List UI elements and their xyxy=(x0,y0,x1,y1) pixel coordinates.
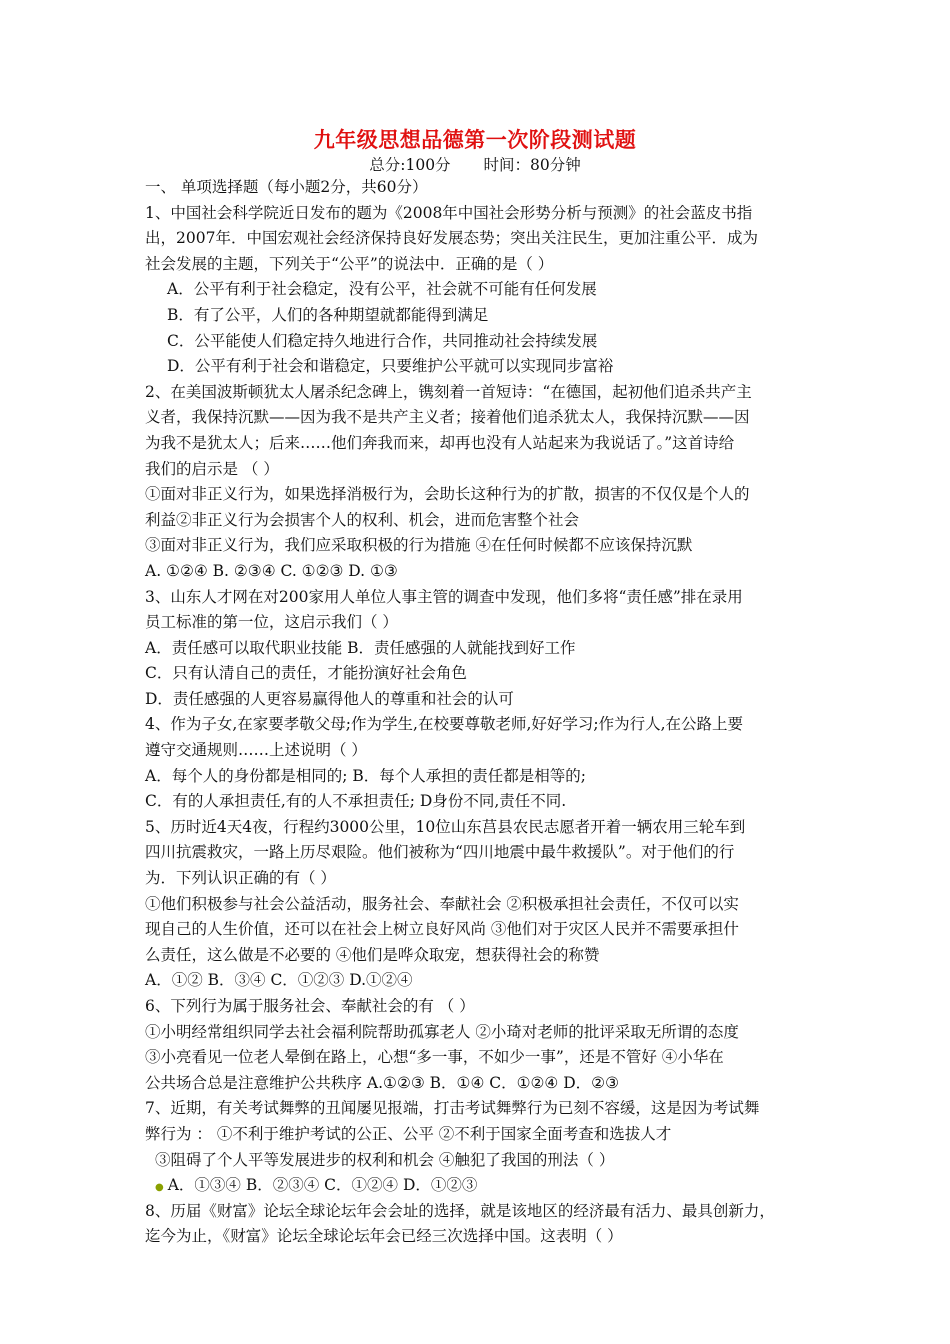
option-line: C．只有认清自己的责任，才能扮演好社会角色 xyxy=(145,664,467,683)
text-line: 2、在美国波斯顿犹太人屠杀纪念碑上，镌刻着一首短诗：“在德国，起初他们追杀共产主 xyxy=(145,382,752,401)
text-line: 公共场合总是注意维护公共秩序 A.①②③ B．①④ C．①②④ D．②③ xyxy=(145,1073,619,1092)
text-line: 出，2007年．中国宏观社会经济保持良好发展态势；突出关注民生，更加注重公平．成为 xyxy=(145,229,758,248)
exam-meta xyxy=(0,153,950,175)
option-line: C．有的人承担责任,有的人不承担责任; D身份不同,责任不同. xyxy=(145,792,567,811)
text-line: ③面对非正义行为，我们应采取积极的行为措施 ④在任何时候都不应该保持沉默 xyxy=(145,536,693,555)
text-line: 义者，我保持沉默——因为我不是共产主义者；接着他们追杀犹太人，我保持沉默——因 xyxy=(145,408,750,427)
option-line: D．责任感强的人更容易赢得他人的尊重和社会的认可 xyxy=(145,689,514,708)
text-line: 我们的启示是 （ ） xyxy=(145,459,279,478)
question-body xyxy=(145,175,820,1250)
text-line: ③阻碍了个人平等发展进步的权利和机会 ④触犯了我国的刑法（ ） xyxy=(155,1150,615,1169)
text-line: 5、历时近4天4夜，行程约3000公里，10位山东莒县农民志愿者开着一辆农用三轮车到 xyxy=(145,817,746,836)
option-text: A．①③④ B．②③④ C．①②④ D．①②③ xyxy=(167,1176,478,1195)
text-line: ①他们积极参与社会公益活动，服务社会、奉献社会 ②积极承担社会责任，不仅可以实 xyxy=(145,894,739,913)
text-line: 4、作为子女,在家要孝敬父母;作为学生,在校要尊敬老师,好好学习;作为行人,在公路上要 xyxy=(145,715,744,734)
option-line: A．每个人的身份都是相同的; B．每个人承担的责任都是相等的; xyxy=(145,766,586,785)
text-line: 7、近期，有关考试舞弊的丑闻屡见报端，打击考试舞弊行为已刻不容缓，这是因为考试舞 xyxy=(145,1099,760,1118)
total-score: 总分:100分 xyxy=(369,156,451,174)
option-line: B．有了公平，人们的各种期望就都能得到满足 xyxy=(167,305,489,324)
text-line: 为．下列认识正确的有（ ） xyxy=(145,869,336,888)
page-title: 九年级思想品德第一次阶段测试题 xyxy=(313,128,637,152)
section-heading: 一、 单项选择题（每小题2分，共60分） xyxy=(145,178,428,196)
mark-dot-icon: ● xyxy=(155,1182,164,1194)
text-line: 利益②非正义行为会损害个人的权利、机会，进而危害整个社会 xyxy=(145,510,580,529)
option-line xyxy=(145,1173,820,1199)
text-line: 员工标准的第一位，这启示我们（ ） xyxy=(145,613,398,632)
text-line: 社会发展的主题，下列关于“公平”的说法中．正确的是（ ） xyxy=(145,254,554,273)
text-line: 为我不是犹太人；后来……他们奔我而来，却再也没有人站起来为我说话了。”这首诗给 xyxy=(145,433,735,452)
option-line: C．公平能使人们稳定持久地进行合作，共同推动社会持续发展 xyxy=(167,331,598,350)
text-line: 现自己的人生价值，还可以在社会上树立良好风尚 ③他们对于灾区人民并不需要承担什 xyxy=(145,920,739,939)
option-line: A．①② B．③④ C．①②③ D.①②④ xyxy=(145,971,413,990)
option-line: A．责任感可以取代职业技能 B．责任感强的人就能找到好工作 xyxy=(145,638,576,657)
text-line: 么责任，这么做是不必要的 ④他们是哗众取宠，想获得社会的称赞 xyxy=(145,945,600,964)
text-line: 3、山东人才网在对200家用人单位人事主管的调查中发现，他们多将“责任感”排在录用 xyxy=(145,587,743,606)
option-line: A．公平有利于社会稳定，没有公平，社会就不可能有任何发展 xyxy=(167,280,597,299)
text-line: 迄今为止，《财富》论坛全球论坛年会已经三次选择中国。这表明（ ） xyxy=(145,1227,623,1246)
option-line: D．公平有利于社会和谐稳定，只要维护公平就可以实现同步富裕 xyxy=(167,357,614,376)
text-line: ①小明经常组织同学去社会福利院帮助孤寡老人 ②小琦对老师的批评采取无所谓的态度 xyxy=(145,1022,739,1041)
text-line: 遵守交通规则……上述说明（ ） xyxy=(145,741,367,760)
text-line: ③小亮看见一位老人晕倒在路上，心想“多一事，不如少一事”，还是不管好 ④小华在 xyxy=(145,1048,724,1067)
option-line: A. ①②④ B. ②③④ C. ①②③ D. ①③ xyxy=(145,561,398,580)
text-line: 1、中国社会科学院近日发布的题为《2008年中国社会形势分析与预测》的社会蓝皮书指 xyxy=(145,203,753,222)
text-line: 8、历届《财富》论坛全球论坛年会会址的选择，就是该地区的经济最有活力、最具创新力， xyxy=(145,1201,775,1220)
text-line: 6、下列行为属于服务社会、奉献社会的有 （ ） xyxy=(145,997,475,1015)
text-line: 弊行为 ： ①不利于维护考试的公正、公平 ②不利于国家全面考查和选拔人才 xyxy=(145,1124,672,1143)
text-line: 四川抗震救灾，一路上历尽艰险。他们被称为“四川地震中最牛救援队”。对于他们的行 xyxy=(145,843,735,862)
text-line: ①面对非正义行为，如果选择消极行为，会助长这种行为的扩散，损害的不仅仅是个人的 xyxy=(145,485,750,504)
time-limit: 时间：80分钟 xyxy=(483,156,581,174)
